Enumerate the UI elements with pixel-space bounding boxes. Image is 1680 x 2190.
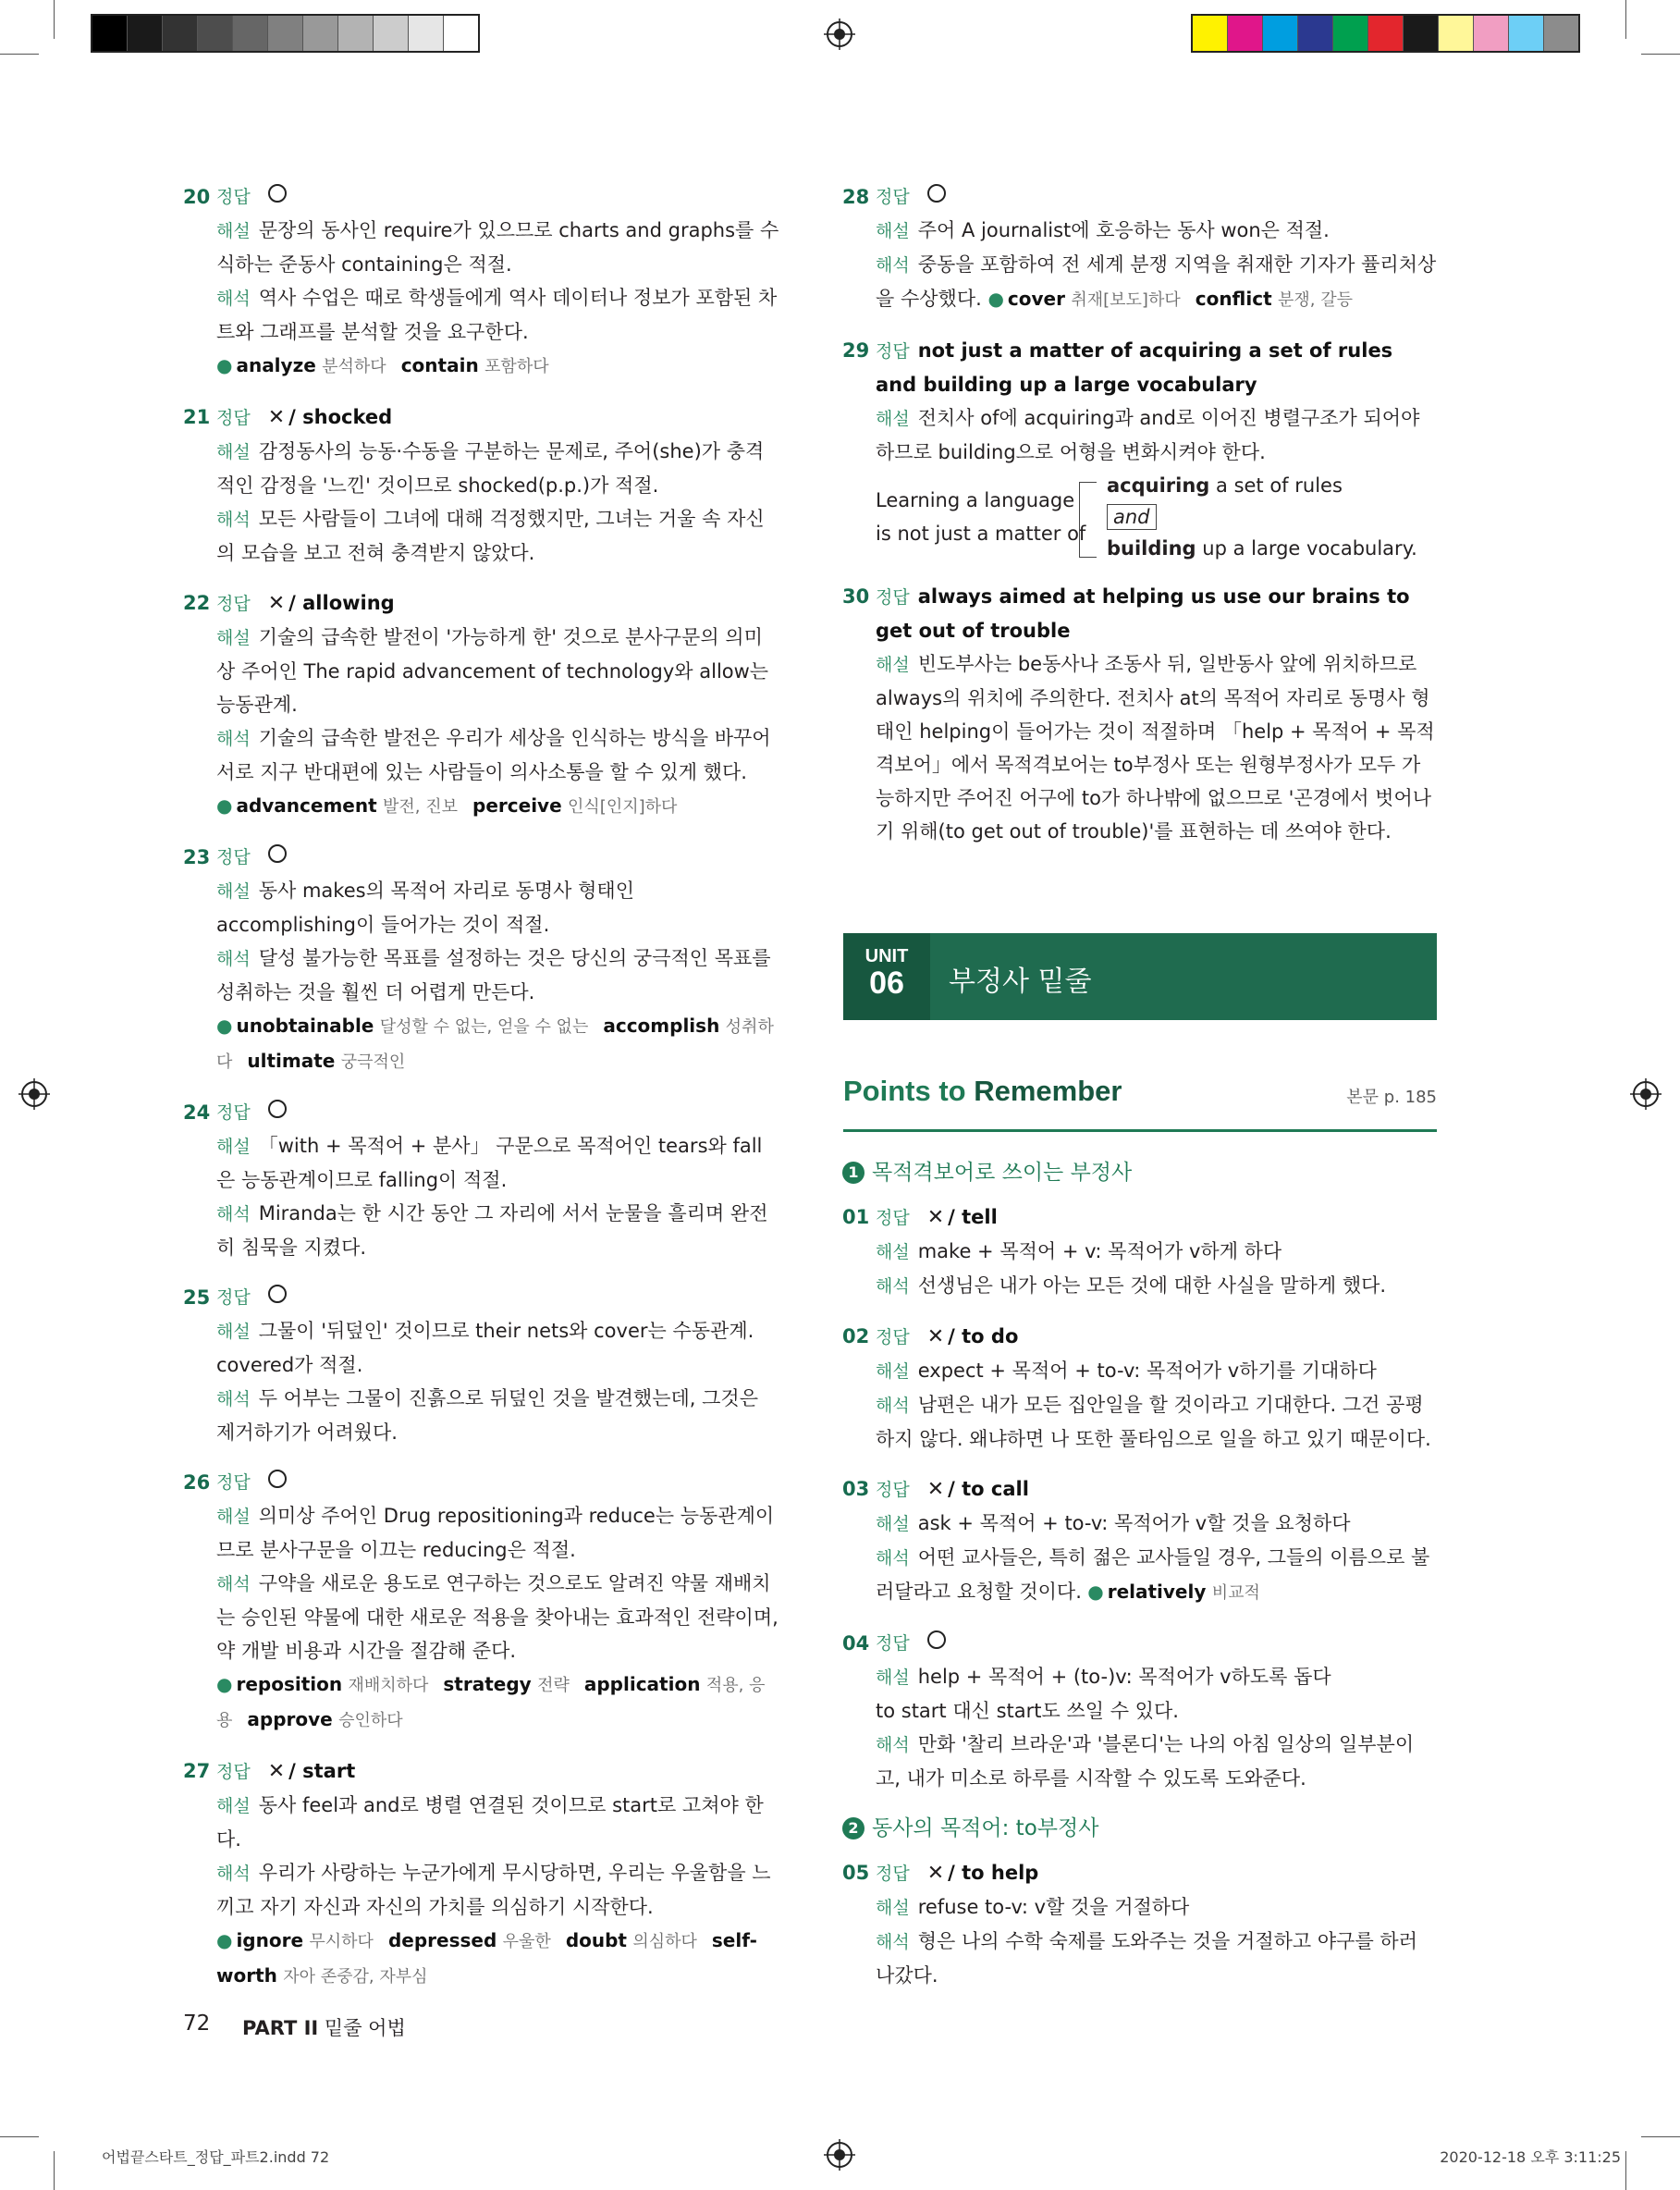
- answer-item-29: [842, 334, 1437, 563]
- vocab-word: contain: [400, 354, 479, 376]
- color-swatches: [1191, 14, 1580, 53]
- vocab-word: application: [583, 1673, 701, 1695]
- line-text: help + 목적어 + (to-)v: 목적어가 v하도록 돕다: [917, 1666, 1331, 1688]
- vocab-meaning: 포함하다: [484, 357, 549, 376]
- explanation-line: [876, 1925, 1437, 1992]
- line-text: 의미상 주어인 Drug repositioning과 reduce는 능동관계이므로 분사구문을 이끄는 reducing은 적절.: [216, 1505, 775, 1561]
- line-label: 해석: [876, 1932, 910, 1952]
- vocab-word: approve: [247, 1708, 333, 1730]
- item-number: 23: [183, 846, 211, 868]
- item-number: 02: [842, 1325, 870, 1347]
- answer-item-02: [842, 1320, 1437, 1456]
- answer-label: 정답: [876, 587, 910, 608]
- correct-mark-icon: [268, 1470, 287, 1488]
- vocab-word: ultimate: [247, 1050, 336, 1072]
- diagram-left-line1: Learning a language: [876, 489, 1075, 511]
- answer-row: [216, 400, 779, 435]
- explanation-line: [876, 1541, 1437, 1610]
- vocab-inline: ● relatively 비교적: [1081, 1581, 1260, 1603]
- vocab-meaning: 달성할 수 없는, 얻을 수 없는: [379, 1017, 589, 1037]
- explanation-line: [876, 1507, 1437, 1541]
- crop-mark: [54, 0, 55, 39]
- unit-tag: [843, 933, 930, 1020]
- crop-mark: [0, 2136, 39, 2137]
- vocab-list: ● reposition 재배치하다 strategy 전략 application 적용, 응용 approve 승인하다: [216, 1673, 766, 1730]
- explain-label: 해설: [876, 655, 910, 675]
- registration-mark-right: [1630, 1078, 1662, 1110]
- answer-label: 정답: [876, 341, 910, 362]
- answer-label: 정답: [876, 1480, 910, 1500]
- answer-text: not just a matter of acquiring a set of rules and building up a large vocabulary: [876, 339, 1393, 396]
- item-number: 03: [842, 1478, 870, 1500]
- line-label: 해설: [216, 442, 251, 462]
- answer-row: [216, 1754, 779, 1789]
- item-number: 01: [842, 1206, 870, 1228]
- answer-row: [876, 1627, 1437, 1660]
- color-swatch: [303, 16, 338, 51]
- answer-label: 정답: [216, 1762, 251, 1782]
- vocab-list: ● analyze 분석하다 contain 포함하다: [216, 354, 549, 376]
- line-text: 「with + 목적어 + 분사」 구문으로 목적어인 tears와 fall은 능동관계이므로 falling이 적절.: [216, 1135, 763, 1191]
- incorrect-mark-icon: ✕: [926, 1862, 945, 1885]
- answer-label: 정답: [216, 1287, 251, 1308]
- registration-mark-left: [18, 1078, 50, 1110]
- answer-item-28: 28 정답 해설 주어 A journalist에 호응하는 동사 won은 적절. 해석 중동을 포함하여 전 세계 분쟁 지역을 취재한 기자가 퓰리처상을 수상했다. ● cover 취재[보도]하다 conflict 분쟁, 갈등: [842, 180, 1437, 317]
- color-swatch: [1298, 16, 1333, 51]
- color-swatch: [198, 16, 233, 51]
- points-title-b: Remember: [974, 1075, 1122, 1107]
- vocab-meaning: 발전, 진보: [383, 797, 459, 817]
- explanation-line: [216, 281, 779, 349]
- vocab-list: ● advancement 발전, 진보 perceive 인식[인지]하다: [216, 794, 678, 817]
- answer-label: 정답: [216, 847, 251, 867]
- correct-mark-icon: [268, 1100, 287, 1118]
- part-label: [242, 2013, 406, 2041]
- section-items: [842, 1200, 1437, 1795]
- color-swatch: [268, 16, 303, 51]
- answer-text: / tell: [948, 1206, 998, 1228]
- answer-row: [216, 1096, 779, 1129]
- explain-label: 해설: [876, 409, 910, 429]
- answer-wrap: [268, 586, 395, 621]
- line-text: 달성 불가능한 목표를 설정하는 것은 당신의 궁극적인 목표를 성취하는 것을 훨씬 더 어렵게 만든다.: [216, 947, 771, 1003]
- answer-label: 정답: [876, 187, 910, 207]
- answer-item-26: [183, 1466, 779, 1738]
- line-text: 우리가 사랑하는 누군가에게 무시당하면, 우리는 우울함을 느끼고 자기 자신과 자신의 가치를 의심하기 시작한다.: [216, 1862, 771, 1918]
- answer-item-04: [842, 1627, 1437, 1795]
- diagram-bracket: [1079, 482, 1097, 558]
- incorrect-mark-icon: ✕: [267, 406, 286, 429]
- page-reference: 본문 p. 185: [1346, 1088, 1437, 1107]
- vocab-word: self-worth: [216, 1929, 757, 1987]
- translate-label: 해석: [876, 255, 910, 276]
- vocab-word: cover: [1007, 288, 1065, 310]
- explanation-line: [216, 941, 779, 1009]
- answer-text: / shocked: [288, 406, 393, 428]
- vocab-word: advancement: [236, 794, 377, 817]
- incorrect-mark-icon: ✕: [926, 1206, 945, 1229]
- color-swatch: [1404, 16, 1439, 51]
- line-text: 동사 makes의 목적어 자리로 동명사 형태인 accomplishing이 들어가는 것이 적절.: [216, 880, 634, 936]
- vocab-list: ● unobtainable 달성할 수 없는, 얻을 수 없는 accomplish 성취하다 ultimate 궁극적인: [216, 1015, 774, 1072]
- explain-label: 해설: [876, 221, 910, 241]
- answer-item-03: [842, 1472, 1437, 1610]
- vocab-meaning: 우울한: [502, 1932, 551, 1951]
- line-text: 남편은 내가 모든 집안일을 할 것이라고 기대한다. 그건 공평하지 않다. 왜냐하면 나 또한 풀타임으로 일을 하고 있기 때문이다.: [876, 1394, 1431, 1450]
- answer-text: / allowing: [288, 592, 395, 614]
- item-number: 21: [183, 406, 211, 428]
- explanation-line: [216, 1314, 779, 1382]
- line-text: to start 대신 start도 쓰일 수 있다.: [876, 1700, 1179, 1722]
- color-swatch: [409, 16, 444, 51]
- answer-item-20: [183, 180, 779, 384]
- crop-mark: [1625, 2151, 1626, 2190]
- answer-row: [216, 1466, 779, 1499]
- line-label: 해석: [876, 1396, 910, 1416]
- unit-title: 부정사 밑줄: [949, 966, 1092, 998]
- crop-mark: [0, 54, 39, 55]
- answer-row: [216, 841, 779, 874]
- line-label: 해석: [876, 1548, 910, 1569]
- item-number: 05: [842, 1862, 870, 1884]
- explanation-line: [876, 1694, 1437, 1728]
- answer-item-05: [842, 1856, 1437, 1992]
- correct-mark-icon: [268, 844, 287, 863]
- points-title: [843, 1075, 1122, 1108]
- line-text: Miranda는 한 시간 동안 그 자리에 서서 눈물을 흘리며 완전히 침묵을 지켰다.: [216, 1202, 768, 1259]
- unit-banner: [843, 933, 1437, 1020]
- section-number-badge: 1: [842, 1162, 865, 1184]
- file-slug: 어법끝스타트_정답_파트2.indd 72: [102, 2148, 330, 2166]
- diagram-left-line2: is not just a matter of: [876, 523, 1086, 545]
- line-label: 해설: [876, 1514, 910, 1534]
- line-text: ask + 목적어 + to-v: 목적어가 v할 것을 요청하다: [917, 1512, 1351, 1534]
- answer-item-22: [183, 586, 779, 824]
- item-number: 26: [183, 1471, 211, 1494]
- explanation-line: [216, 1856, 779, 1924]
- line-text: 역사 수업은 때로 학생들에게 역사 데이터나 정보가 포함된 차트와 그래프를 분석할 것을 요구한다.: [216, 287, 778, 343]
- crop-mark: [54, 2151, 55, 2190]
- vocab-meaning: 재배치하다: [348, 1676, 429, 1695]
- vocab-word: ignore: [236, 1929, 304, 1951]
- color-swatch: [92, 16, 128, 51]
- grayscale-swatches: [91, 14, 480, 53]
- answer-item-23: [183, 841, 779, 1079]
- vocab-word: doubt: [565, 1929, 627, 1951]
- line-text: 기술의 급속한 발전은 우리가 세상을 인식하는 방식을 바꾸어 서로 지구 반대편에 있는 사람들이 의사소통을 할 수 있게 했다.: [216, 727, 771, 783]
- answer-text: / to help: [948, 1862, 1039, 1884]
- answer-item-30: [842, 580, 1437, 848]
- color-swatch: [374, 16, 409, 51]
- line-label: 해설: [876, 1898, 910, 1918]
- answer-item-01: [842, 1200, 1437, 1303]
- line-text: make + 목적어 + v: 목적어가 v하게 하다: [917, 1240, 1282, 1262]
- diagram-and: and: [1107, 504, 1157, 530]
- explanation-text: 주어 A journalist에 호응하는 동사 won은 적절.: [917, 219, 1330, 241]
- answer-item-25: [183, 1281, 779, 1449]
- crop-mark: [1625, 0, 1626, 39]
- line-text: 그물이 '뒤덮인' 것이므로 their nets와 cover는 수동관계. covered가 적절.: [216, 1320, 754, 1376]
- line-text: 동사 feel과 and로 병렬 연결된 것이므로 start로 고쳐야 한다.: [216, 1794, 764, 1851]
- answer-label: 정답: [216, 1472, 251, 1493]
- line-label: 해석: [216, 729, 251, 749]
- answer-row: [216, 1281, 779, 1314]
- color-swatch: [1333, 16, 1368, 51]
- points-title-a: Points to: [843, 1075, 966, 1107]
- explanation-line: [216, 214, 779, 281]
- explanation-line: [876, 1728, 1437, 1795]
- left-column: [183, 180, 779, 2011]
- vocab-meaning: 적용, 응용: [216, 1676, 766, 1730]
- line-text: 어떤 교사들은, 특히 젊은 교사들일 경우, 그들의 이름으로 불러달라고 요청할 것이다.: [876, 1546, 1430, 1603]
- vocab-meaning: 비교적: [1211, 1583, 1260, 1603]
- answer-label: 정답: [876, 1633, 910, 1654]
- line-label: 해석: [876, 1735, 910, 1755]
- incorrect-mark-icon: ✕: [267, 592, 286, 615]
- vocab-meaning: 의심하다: [632, 1932, 697, 1951]
- line-text: 구약을 새로운 용도로 연구하는 것으로도 알려진 약물 재배치는 승인된 약물에 대한 새로운 적용을 찾아내는 효과적인 전략이며, 약 개발 비용과 시간을 절감해 준다.: [216, 1572, 779, 1662]
- answer-label: 정답: [876, 1208, 910, 1228]
- explanation-line: [216, 874, 779, 941]
- color-swatch: [444, 16, 478, 51]
- vocab-word: reposition: [236, 1673, 343, 1695]
- color-swatch: [1193, 16, 1228, 51]
- answer-item-24: [183, 1096, 779, 1264]
- line-text: 만화 '찰리 브라운'과 '블론디'는 나의 아침 일상의 일부분이고, 내가 미소로 하루를 시작할 수 있도록 도와준다.: [876, 1733, 1415, 1790]
- line-label: 해석: [216, 289, 251, 309]
- line-text: 모든 사람들이 그녀에 대해 걱정했지만, 그녀는 거울 속 자신의 모습을 보고 전혀 충격받지 않았다.: [216, 508, 765, 564]
- vocab-list: ● ignore 무시하다 depressed 우울한 doubt 의심하다 self-worth 자아 존중감, 자부심: [216, 1929, 757, 1987]
- answer-wrap: [268, 1754, 356, 1789]
- section-title: 동사의 목적어: to부정사: [872, 1816, 1099, 1840]
- item-number: 04: [842, 1632, 870, 1655]
- vocab-word: relatively: [1107, 1581, 1207, 1603]
- section-items: [842, 1856, 1437, 1992]
- file-date: 2020-12-18 오후 3:11:25: [1440, 2148, 1621, 2166]
- answer-label: 정답: [216, 408, 251, 428]
- part-subtitle: 밑줄 어법: [324, 2017, 406, 2039]
- line-label: 해설: [216, 881, 251, 902]
- explanation-line: [216, 435, 779, 502]
- answer-text: / to call: [948, 1478, 1029, 1500]
- line-label: 해석: [216, 1864, 251, 1884]
- line-label: 해설: [216, 1322, 251, 1342]
- vocab-meaning: 분쟁, 갈등: [1278, 290, 1354, 310]
- line-text: 감정동사의 능동·수동을 구분하는 문제로, 주어(she)가 충격적인 감정을 '느낀' 것이므로 shocked(p.p.)가 적절.: [216, 440, 765, 497]
- incorrect-mark-icon: ✕: [926, 1325, 945, 1348]
- item-number: 20: [183, 186, 211, 208]
- explanation-line: [216, 721, 779, 789]
- line-label: 해석: [216, 1204, 251, 1224]
- vocab-word: unobtainable: [236, 1015, 374, 1037]
- vocab-meaning: 무시하다: [309, 1932, 374, 1951]
- color-swatch: [1228, 16, 1263, 51]
- line-label: 해석: [216, 949, 251, 969]
- right-column-sections: [842, 1156, 1437, 2009]
- color-swatch: [163, 16, 198, 51]
- vocab-meaning: 분석하다: [322, 357, 386, 376]
- answer-label: 정답: [216, 1102, 251, 1123]
- correct-mark-icon: [268, 1285, 287, 1303]
- item-number: 29: [842, 339, 870, 362]
- vocab-meaning: 승인하다: [338, 1711, 403, 1730]
- correct-mark-icon: [268, 184, 287, 203]
- vocab-word: depressed: [387, 1929, 497, 1951]
- explanation-line: [876, 1660, 1437, 1694]
- answer-wrap: [927, 1320, 1019, 1354]
- parallel-structure-diagram: [876, 474, 1437, 563]
- vocab-word: accomplish: [603, 1015, 720, 1037]
- section-title: 목적격보어로 쓰이는 부정사: [872, 1161, 1133, 1185]
- answer-item-21: [183, 400, 779, 570]
- color-swatch: [1544, 16, 1578, 51]
- answer-wrap: [268, 400, 392, 435]
- answer-text: / start: [288, 1760, 356, 1782]
- incorrect-mark-icon: ✕: [267, 1760, 286, 1783]
- section-heading: [842, 1812, 1437, 1845]
- line-text: expect + 목적어 + to-v: 목적어가 v하기를 기대하다: [917, 1360, 1377, 1382]
- vocab-meaning: 성취하다: [216, 1017, 774, 1072]
- vocab-meaning: 전략: [537, 1676, 570, 1695]
- explanation-line: [876, 1890, 1437, 1925]
- color-swatch: [1474, 16, 1509, 51]
- section-number-badge: 2: [842, 1817, 865, 1839]
- vocab-meaning: 자아 존중감, 자부심: [283, 1967, 428, 1987]
- diagram-bottom-bold: building: [1107, 537, 1196, 560]
- color-swatch: [1263, 16, 1298, 51]
- right-column-top: [842, 180, 1437, 865]
- answer-text: always aimed at helping us use our brains to get out of trouble: [876, 585, 1410, 642]
- explanation-line: [216, 1382, 779, 1449]
- line-label: 해석: [216, 510, 251, 530]
- answer-label: 정답: [216, 187, 251, 207]
- line-label: 해설: [216, 221, 251, 241]
- line-label: 해설: [216, 1796, 251, 1816]
- explanation-line: [876, 1388, 1437, 1456]
- explanation-line: [876, 1269, 1437, 1303]
- color-swatch: [128, 16, 163, 51]
- crop-mark: [1641, 54, 1680, 55]
- explanation-line: [876, 1235, 1437, 1269]
- answer-row: [876, 1200, 1437, 1235]
- incorrect-mark-icon: ✕: [926, 1478, 945, 1501]
- diagram-bottom-rest: up a large vocabulary.: [1196, 537, 1417, 560]
- line-label: 해설: [876, 1361, 910, 1382]
- answer-label: 정답: [876, 1864, 910, 1884]
- item-number: 22: [183, 592, 211, 614]
- part-title: PART II: [242, 2017, 319, 2039]
- answer-wrap: [927, 1200, 998, 1235]
- line-label: 해설: [876, 1242, 910, 1262]
- explanation-line: [216, 1129, 779, 1197]
- color-swatch: [1509, 16, 1544, 51]
- vocab-word: strategy: [443, 1673, 532, 1695]
- line-text: 기술의 급속한 발전이 '가능하게 한' 것으로 분사구문의 의미상 주어인 The rapid advancement of technology와 allow는 능동관계.: [216, 626, 769, 716]
- answer-row: [876, 1856, 1437, 1890]
- explanation-line: [216, 621, 779, 721]
- line-text: 형은 나의 수학 숙제를 도와주는 것을 거절하고 야구를 하러 나갔다.: [876, 1930, 1417, 1987]
- line-text: refuse to-v: v할 것을 거절하다: [917, 1896, 1190, 1918]
- registration-mark-bottom: [824, 2139, 855, 2171]
- explanation-line: [216, 502, 779, 570]
- explanation-line: [216, 1567, 779, 1667]
- answer-row: [216, 180, 779, 214]
- item-number: 25: [183, 1286, 211, 1309]
- correct-mark-icon: [927, 1630, 946, 1649]
- item-number: 27: [183, 1760, 211, 1782]
- line-text: 두 어부는 그물이 진흙으로 뒤덮인 것을 발견했는데, 그것은 제거하기가 어려웠다.: [216, 1387, 758, 1444]
- line-label: 해설: [876, 1667, 910, 1688]
- line-text: 문장의 동사인 require가 있으므로 charts and graphs를 수식하는 준동사 containing은 적절.: [216, 219, 779, 276]
- explanation-line: [876, 1354, 1437, 1388]
- crop-mark: [1641, 2136, 1680, 2137]
- diagram-top-bold: acquiring: [1107, 474, 1210, 497]
- line-label: 해석: [876, 1276, 910, 1297]
- diagram-top-rest: a set of rules: [1209, 474, 1343, 497]
- answer-row: [216, 586, 779, 621]
- vocab-word: perceive: [472, 794, 562, 817]
- color-swatch: [233, 16, 268, 51]
- color-swatch: [1439, 16, 1474, 51]
- vocab-meaning: 취재[보도]하다: [1071, 290, 1181, 310]
- color-swatch: [338, 16, 374, 51]
- page-number: 72: [183, 2012, 211, 2036]
- vocab-word: conflict: [1195, 288, 1272, 310]
- unit-label: UNIT: [865, 946, 909, 966]
- explanation-line: [216, 1197, 779, 1264]
- explanation-text: 전치사 of에 acquiring과 and로 이어진 병렬구조가 되어야 하므로 building으로 어형을 변화시켜야 한다.: [876, 407, 1420, 463]
- answer-label: 정답: [876, 1327, 910, 1347]
- answer-label: 정답: [216, 594, 251, 614]
- answer-text: / to do: [948, 1325, 1019, 1347]
- explanation-line: [216, 1789, 779, 1856]
- section-1: [842, 1156, 1437, 1795]
- vocab-word: analyze: [236, 354, 316, 376]
- line-label: 해설: [216, 1137, 251, 1157]
- item-number: 30: [842, 585, 870, 608]
- explanation-line: [216, 1499, 779, 1567]
- line-label: 해석: [216, 1574, 251, 1594]
- points-divider: [843, 1129, 1437, 1132]
- vocab-meaning: 인식[인지]하다: [568, 797, 678, 817]
- line-label: 해설: [216, 628, 251, 648]
- unit-number: 06: [869, 966, 904, 1001]
- explanation-text: 빈도부사는 be동사나 조동사 뒤, 일반동사 앞에 위치하므로 always의 위치에 주의한다. 전치사 at의 목적어 자리로 동명사 형태인 helping이 들어가는 것이 적절하며 「help + 목적어 + 목적격보어」에서 목적격보어는 to부정사 또는 원형부정사가 모두 가능하지만 주어진 어구에 to가 하나밖에 없으므로 '곤경에서 벗어나기 위해(to get out of trouble)'를 표현하는 데 쓰여야 한다.: [876, 653, 1435, 843]
- answer-row: [876, 1320, 1437, 1354]
- registration-mark-top: [824, 18, 855, 50]
- translation-text: 중동을 포함하여 전 세계 분쟁 지역을 취재한 기자가 퓰리처상을 수상했다.: [876, 253, 1437, 310]
- section-2: [842, 1812, 1437, 1992]
- item-number: 28: [842, 186, 870, 208]
- item-number: 24: [183, 1101, 211, 1124]
- line-text: 선생님은 내가 아는 모든 것에 대한 사실을 말하게 했다.: [917, 1274, 1387, 1297]
- answer-wrap: [927, 1856, 1039, 1890]
- color-swatch: [1368, 16, 1404, 51]
- correct-mark-icon: [927, 184, 946, 203]
- line-label: 해석: [216, 1389, 251, 1409]
- answer-item-27: [183, 1754, 779, 1994]
- vocab-meaning: 궁극적인: [340, 1052, 406, 1072]
- answer-wrap: [927, 1472, 1029, 1507]
- answer-row: [876, 1472, 1437, 1507]
- section-heading: [842, 1156, 1437, 1189]
- line-label: 해설: [216, 1507, 251, 1527]
